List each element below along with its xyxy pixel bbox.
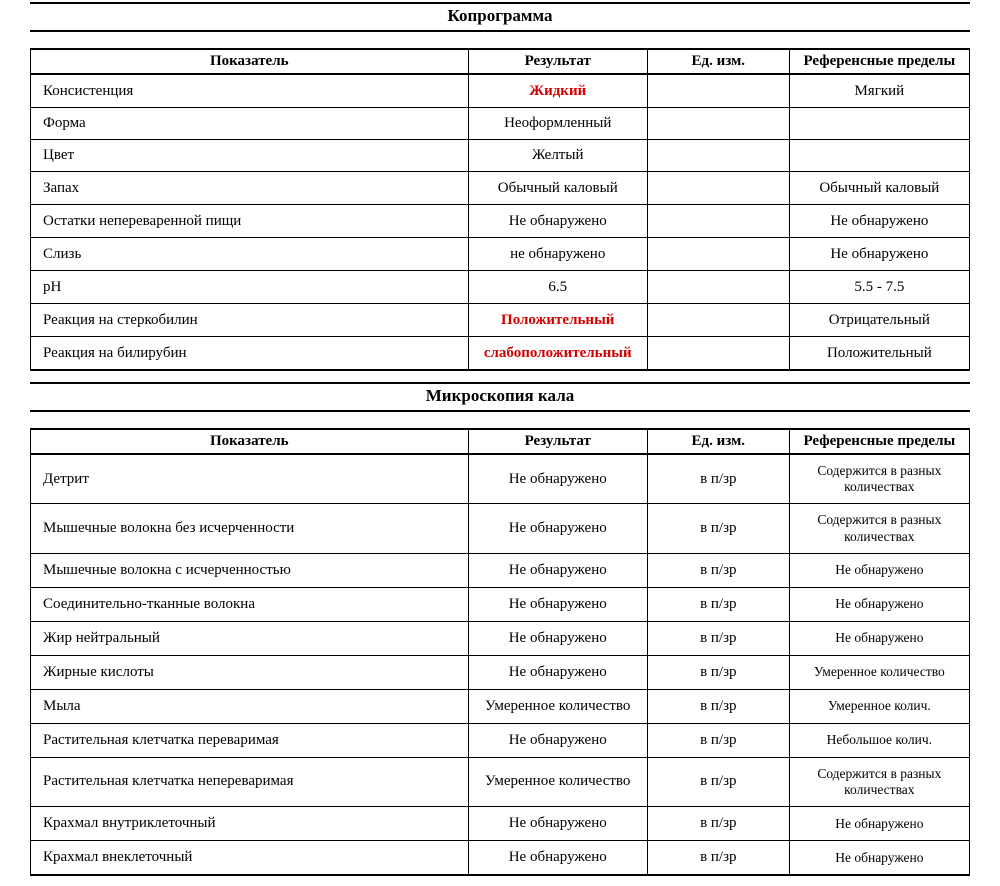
unit-value: [647, 74, 789, 108]
spacer: [30, 371, 970, 382]
table-row: [31, 841, 970, 876]
unit-value: в п/зр: [647, 757, 789, 806]
unit-value: в п/зр: [647, 587, 789, 621]
reference-range: Отрицательный: [789, 304, 969, 337]
indicator-name: Растительная клетчатка непереваримая: [31, 757, 469, 806]
reference-range: Обычный каловый: [789, 172, 969, 205]
indicator-name: Мышечные волокна без исчерченности: [31, 504, 469, 553]
reference-range: Не обнаружено: [789, 553, 969, 587]
column-header-result: Результат: [468, 429, 647, 454]
table-header-row: [31, 49, 970, 74]
column-header-indicator: Показатель: [31, 429, 469, 454]
reference-range: Мягкий: [789, 74, 969, 108]
reference-range: Содержится в разных количествах: [789, 504, 969, 553]
reference-range: Не обнаружено: [789, 587, 969, 621]
unit-value: в п/зр: [647, 621, 789, 655]
indicator-name: Растительная клетчатка переваримая: [31, 723, 469, 757]
column-header-result: Результат: [468, 49, 647, 74]
indicator-name: Консистенция: [31, 74, 469, 108]
indicator-name: Крахмал внеклеточный: [31, 841, 469, 876]
coprogram-table: [30, 48, 970, 371]
indicator-name: Мыла: [31, 689, 469, 723]
unit-value: [647, 172, 789, 205]
unit-value: [647, 205, 789, 238]
reference-range: Не обнаружено: [789, 807, 969, 841]
section-title-coprogram: Копрограмма: [30, 2, 970, 32]
reference-range: Умеренное количество: [789, 655, 969, 689]
table-row: [31, 621, 970, 655]
unit-value: в п/зр: [647, 655, 789, 689]
reference-range: Умеренное колич.: [789, 689, 969, 723]
indicator-name: Детрит: [31, 454, 469, 504]
table-row: [31, 271, 970, 304]
table-row: [31, 304, 970, 337]
table-row: [31, 172, 970, 205]
table-row: [31, 553, 970, 587]
table-row: [31, 140, 970, 172]
result-value: Не обнаружено: [468, 841, 647, 876]
unit-value: в п/зр: [647, 553, 789, 587]
indicator-name: Крахмал внутриклеточный: [31, 807, 469, 841]
result-value: Не обнаружено: [468, 205, 647, 238]
indicator-name: Форма: [31, 108, 469, 140]
unit-value: в п/зр: [647, 807, 789, 841]
indicator-name: Реакция на билирубин: [31, 337, 469, 371]
reference-range: Содержится в разных количествах: [789, 454, 969, 504]
result-value: Умеренное количество: [468, 689, 647, 723]
unit-value: в п/зр: [647, 504, 789, 553]
column-header-reference: Референсные пределы: [789, 49, 969, 74]
spacer: [30, 32, 970, 48]
table-row: [31, 238, 970, 271]
table-row: [31, 689, 970, 723]
table-row: [31, 655, 970, 689]
indicator-name: Запах: [31, 172, 469, 205]
table-row: [31, 587, 970, 621]
reference-range: 5.5 - 7.5: [789, 271, 969, 304]
reference-range: Небольшое колич.: [789, 723, 969, 757]
result-value: не обнаружено: [468, 238, 647, 271]
result-value: Не обнаружено: [468, 723, 647, 757]
result-value: Неоформленный: [468, 108, 647, 140]
result-value: Умеренное количество: [468, 757, 647, 806]
result-value: Положительный: [468, 304, 647, 337]
reference-range: [789, 140, 969, 172]
table-row: [31, 108, 970, 140]
reference-range: Положительный: [789, 337, 969, 371]
unit-value: в п/зр: [647, 689, 789, 723]
column-header-unit: Ед. изм.: [647, 49, 789, 74]
result-value: слабоположительный: [468, 337, 647, 371]
unit-value: [647, 108, 789, 140]
table-row: [31, 454, 970, 504]
result-value: Жидкий: [468, 74, 647, 108]
unit-value: в п/зр: [647, 723, 789, 757]
indicator-name: Жир нейтральный: [31, 621, 469, 655]
table-row: [31, 337, 970, 371]
reference-range: [789, 108, 969, 140]
column-header-indicator: Показатель: [31, 49, 469, 74]
result-value: Не обнаружено: [468, 553, 647, 587]
indicator-name: Соединительно-тканные волокна: [31, 587, 469, 621]
table-header-row: [31, 429, 970, 454]
reference-range: Не обнаружено: [789, 238, 969, 271]
unit-value: [647, 271, 789, 304]
result-value: Не обнаружено: [468, 807, 647, 841]
table-row: [31, 807, 970, 841]
column-header-reference: Референсные пределы: [789, 429, 969, 454]
indicator-name: Реакция на стеркобилин: [31, 304, 469, 337]
table-row: [31, 504, 970, 553]
table-row: [31, 757, 970, 806]
table-row: [31, 723, 970, 757]
reference-range: Не обнаружено: [789, 841, 969, 876]
microscopy-table: [30, 428, 970, 876]
reference-range: Не обнаружено: [789, 205, 969, 238]
result-value: Не обнаружено: [468, 504, 647, 553]
column-header-unit: Ед. изм.: [647, 429, 789, 454]
result-value: Не обнаружено: [468, 587, 647, 621]
result-value: Обычный каловый: [468, 172, 647, 205]
unit-value: в п/зр: [647, 841, 789, 876]
indicator-name: Мышечные волокна с исчерченностью: [31, 553, 469, 587]
indicator-name: pH: [31, 271, 469, 304]
indicator-name: Жирные кислоты: [31, 655, 469, 689]
indicator-name: Цвет: [31, 140, 469, 172]
reference-range: Содержится в разных количествах: [789, 757, 969, 806]
result-value: Желтый: [468, 140, 647, 172]
result-value: Не обнаружено: [468, 655, 647, 689]
result-value: 6.5: [468, 271, 647, 304]
spacer: [30, 412, 970, 428]
table-row: [31, 205, 970, 238]
result-value: Не обнаружено: [468, 621, 647, 655]
unit-value: [647, 140, 789, 172]
result-value: Не обнаружено: [468, 454, 647, 504]
unit-value: в п/зр: [647, 454, 789, 504]
table-row: [31, 74, 970, 108]
unit-value: [647, 337, 789, 371]
unit-value: [647, 238, 789, 271]
indicator-name: Слизь: [31, 238, 469, 271]
section-title-microscopy: Микроскопия кала: [30, 382, 970, 412]
indicator-name: Остатки непереваренной пищи: [31, 205, 469, 238]
unit-value: [647, 304, 789, 337]
reference-range: Не обнаружено: [789, 621, 969, 655]
